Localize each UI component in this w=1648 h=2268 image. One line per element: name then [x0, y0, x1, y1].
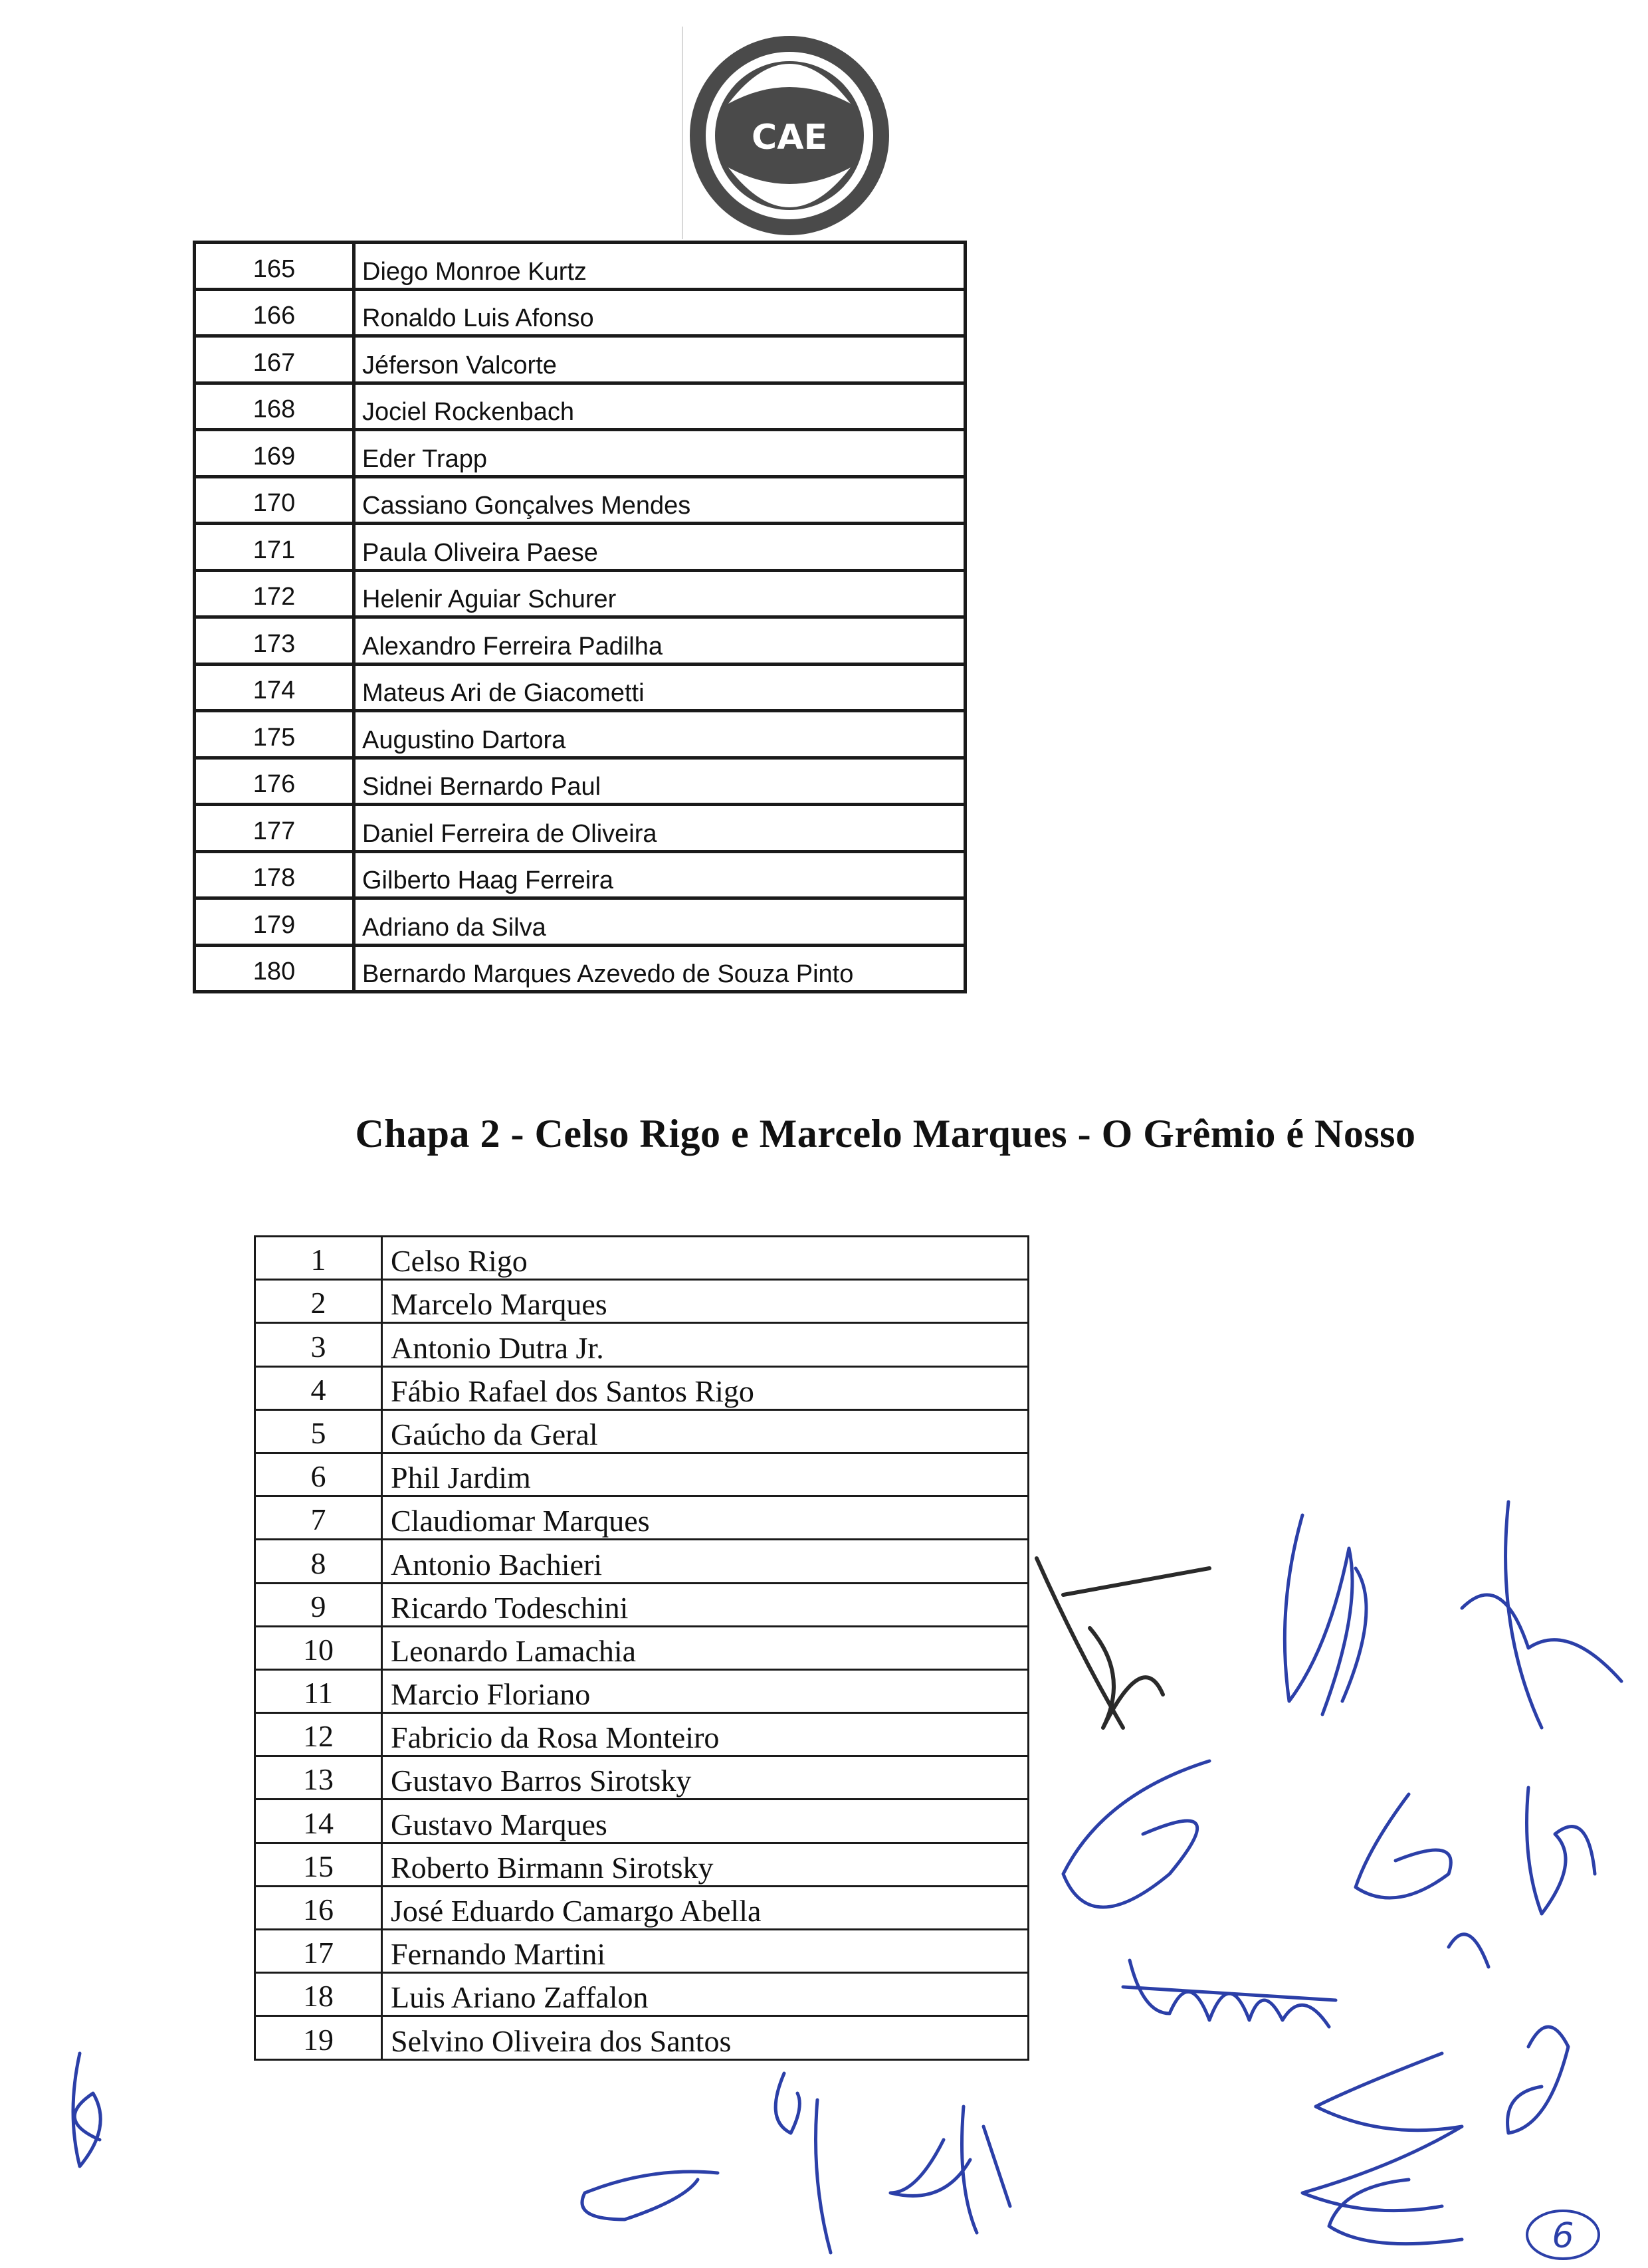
row-number: 167 [195, 336, 354, 383]
table-row [255, 1280, 1029, 1323]
row-number: 173 [195, 617, 354, 665]
member-name: Ronaldo Luis Afonso [354, 289, 966, 336]
row-number: 179 [195, 898, 354, 946]
table-row [255, 1626, 1029, 1669]
signature-blue-5 [1123, 1960, 1336, 2027]
signature-blue-9 [1329, 2180, 1462, 2244]
table-row [255, 1843, 1029, 1886]
row-number: 2 [255, 1280, 382, 1323]
table-row [255, 1323, 1029, 1366]
row-number: 180 [195, 945, 354, 992]
member-name: José Eduardo Camargo Abella [382, 1886, 1029, 1929]
logo-text: CAE [752, 118, 827, 157]
member-name: Mateus Ari de Giacometti [354, 664, 966, 711]
member-name: Helenir Aguiar Schurer [354, 570, 966, 617]
table-row [255, 1540, 1029, 1583]
signature-blue-3 [1063, 1761, 1209, 1907]
member-name: Fábio Rafael dos Santos Rigo [382, 1366, 1029, 1409]
table-row [255, 1713, 1029, 1756]
row-number: 11 [255, 1669, 382, 1712]
table-row [195, 617, 966, 665]
table-row [255, 2016, 1029, 2059]
row-number: 172 [195, 570, 354, 617]
page-number: 6 [1552, 2216, 1574, 2256]
table-row [195, 476, 966, 524]
members-table-chapa-1 [193, 241, 967, 993]
row-number: 169 [195, 430, 354, 477]
signature-blue-4 [1356, 1794, 1451, 1898]
table-row [195, 243, 966, 290]
table-row [195, 851, 966, 898]
member-name: Luis Ariano Zaffalon [382, 1973, 1029, 2016]
table-row [195, 758, 966, 805]
row-number: 13 [255, 1756, 382, 1800]
row-number: 15 [255, 1843, 382, 1886]
row-number: 6 [255, 1453, 382, 1496]
member-name: Claudiomar Marques [382, 1496, 1029, 1540]
row-number: 178 [195, 851, 354, 898]
row-number: 1 [255, 1237, 382, 1280]
member-name: Phil Jardim [382, 1453, 1029, 1496]
row-number: 9 [255, 1583, 382, 1626]
table-row [195, 805, 966, 852]
initials-bottom-3 [890, 2107, 1010, 2233]
initials-bottom-2 [775, 2073, 831, 2253]
member-name: Gustavo Barros Sirotsky [382, 1756, 1029, 1800]
table-row [255, 1496, 1029, 1540]
row-number: 170 [195, 476, 354, 524]
member-name: Paula Oliveira Paese [354, 524, 966, 571]
row-number: 165 [195, 243, 354, 290]
signature-blue-6 [1449, 1788, 1595, 1967]
signature-blue-8 [1508, 2027, 1568, 2133]
member-name: Celso Rigo [382, 1237, 1029, 1280]
member-name: Daniel Ferreira de Oliveira [354, 805, 966, 852]
signature-black [1037, 1558, 1209, 1728]
row-number: 4 [255, 1366, 382, 1409]
row-number: 166 [195, 289, 354, 336]
member-name: Bernardo Marques Azevedo de Souza Pinto [354, 945, 966, 992]
member-name: Antonio Dutra Jr. [382, 1323, 1029, 1366]
table-row [255, 1237, 1029, 1280]
member-name: Jociel Rockenbach [354, 383, 966, 430]
member-name: Eder Trapp [354, 430, 966, 477]
member-name: Antonio Bachieri [382, 1540, 1029, 1583]
table-row [195, 711, 966, 758]
signature-blue-7 [1302, 2053, 1462, 2211]
member-name: Selvino Oliveira dos Santos [382, 2016, 1029, 2059]
member-name: Alexandro Ferreira Padilha [354, 617, 966, 665]
row-number: 12 [255, 1713, 382, 1756]
table-row [255, 1756, 1029, 1800]
member-name: Augustino Dartora [354, 711, 966, 758]
member-name: Sidnei Bernardo Paul [354, 758, 966, 805]
member-name: Ricardo Todeschini [382, 1583, 1029, 1626]
row-number: 5 [255, 1409, 382, 1453]
initials-bottom-1 [582, 2172, 718, 2219]
row-number: 17 [255, 1930, 382, 1973]
table-row [255, 1366, 1029, 1409]
table-row [255, 1453, 1029, 1496]
member-name: Marcelo Marques [382, 1280, 1029, 1323]
section-heading: Chapa 2 - Celso Rigo e Marcelo Marques - O Grêmio é Nosso [355, 1112, 1416, 1156]
table-row [195, 945, 966, 992]
row-number: 177 [195, 805, 354, 852]
member-name: Fabricio da Rosa Monteiro [382, 1713, 1029, 1756]
table-row [255, 1669, 1029, 1712]
member-name: Gilberto Haag Ferreira [354, 851, 966, 898]
row-number: 19 [255, 2016, 382, 2059]
page-number-circle [1522, 2206, 1608, 2263]
table-row [195, 289, 966, 336]
row-number: 18 [255, 1973, 382, 2016]
row-number: 14 [255, 1800, 382, 1843]
row-number: 10 [255, 1626, 382, 1669]
signature-blue-2 [1462, 1502, 1621, 1728]
table-row [255, 1800, 1029, 1843]
row-number: 8 [255, 1540, 382, 1583]
row-number: 174 [195, 664, 354, 711]
row-number: 176 [195, 758, 354, 805]
member-name: Diego Monroe Kurtz [354, 243, 966, 290]
table-row [195, 664, 966, 711]
member-name: Roberto Birmann Sirotsky [382, 1843, 1029, 1886]
member-name: Cassiano Gonçalves Mendes [354, 476, 966, 524]
table-row [195, 524, 966, 571]
member-name: Marcio Floriano [382, 1669, 1029, 1712]
member-name: Jéferson Valcorte [354, 336, 966, 383]
row-number: 7 [255, 1496, 382, 1540]
member-name: Leonardo Lamachia [382, 1626, 1029, 1669]
table-row [195, 898, 966, 946]
member-name: Fernando Martini [382, 1930, 1029, 1973]
row-number: 171 [195, 524, 354, 571]
initials-left [73, 2053, 100, 2166]
table-row [255, 1409, 1029, 1453]
signature-blue-1 [1285, 1515, 1366, 1714]
cae-logo [682, 31, 898, 240]
row-number: 175 [195, 711, 354, 758]
member-name: Adriano da Silva [354, 898, 966, 946]
row-number: 3 [255, 1323, 382, 1366]
member-name: Gaúcho da Geral [382, 1409, 1029, 1453]
table-row [195, 383, 966, 430]
members-table-chapa-2 [254, 1235, 1029, 2061]
row-number: 16 [255, 1886, 382, 1929]
table-row [195, 570, 966, 617]
table-row [255, 1973, 1029, 2016]
row-number: 168 [195, 383, 354, 430]
table-row [255, 1583, 1029, 1626]
member-name: Gustavo Marques [382, 1800, 1029, 1843]
table-row [255, 1930, 1029, 1973]
table-row [255, 1886, 1029, 1929]
table-row [195, 336, 966, 383]
table-row [195, 430, 966, 477]
